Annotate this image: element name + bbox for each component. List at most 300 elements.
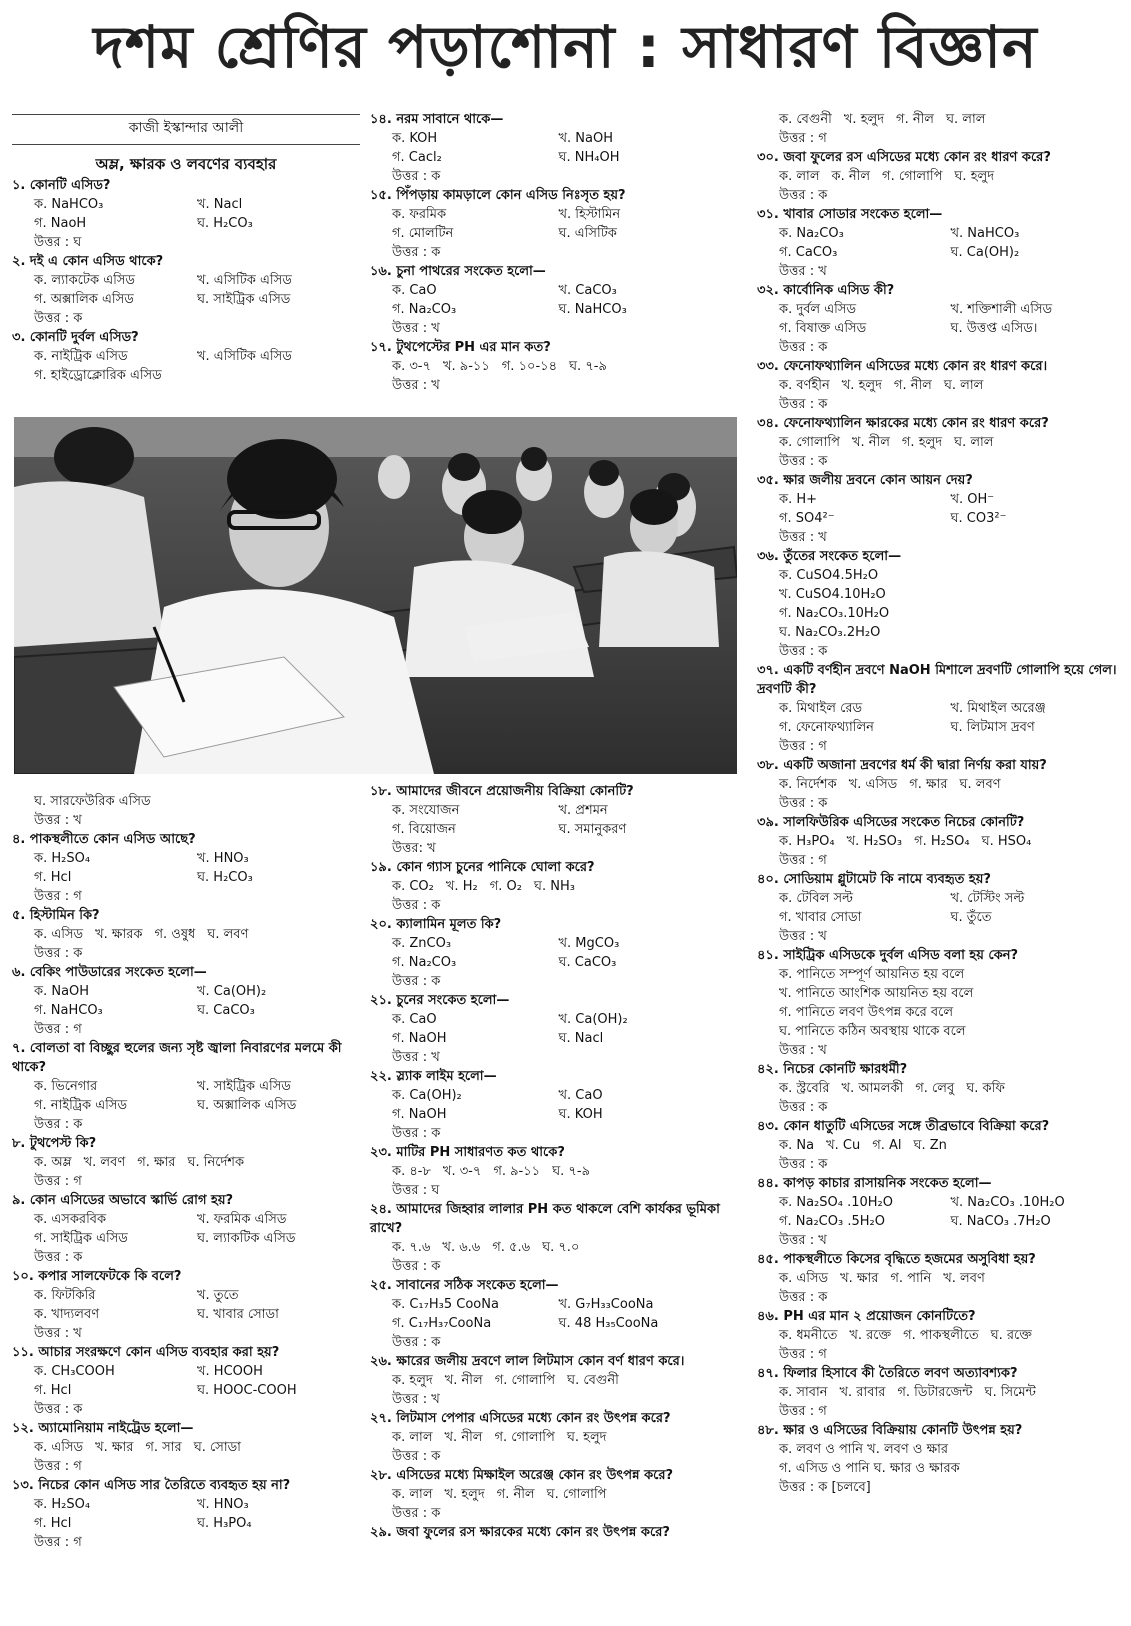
option: গ. খাবার সোডা [779, 910, 862, 925]
option: খ. এসিটিক এসিড [197, 349, 292, 364]
option: গ. Na₂CO₃ [392, 302, 457, 317]
question-text: ১৩. নিচের কোন এসিড সার তৈরিতে ব্যবহৃত হয় না? [12, 1478, 291, 1493]
option: গ. হাইড্রোক্লোরিক এসিড [34, 368, 162, 383]
answer: উত্তর : খ [34, 1326, 82, 1341]
question-text: ৮. টুথপেস্ট কি? [12, 1136, 97, 1151]
option: গ. Na₂CO₃ [392, 955, 457, 970]
question-item [370, 110, 725, 186]
option: ক. ফিটকিরি [34, 1288, 96, 1303]
option: ক. বর্ণহীন [779, 378, 830, 393]
option: ঘ. উত্তপ্ত এসিড। [950, 321, 1038, 336]
option: ঘ. ল্যাকটিক এসিড [197, 1231, 296, 1246]
option: গ. পানি [890, 1271, 932, 1286]
options-row [370, 1371, 725, 1390]
answer: উত্তর : ক [392, 974, 441, 989]
option: ঘ. ৭.০ [542, 1240, 580, 1255]
options-row [757, 167, 1122, 186]
answer: উত্তর : খ [392, 1050, 440, 1065]
option: ক. অম্ল [34, 1155, 72, 1170]
option: খ. হলুদ [841, 378, 882, 393]
answer: উত্তর : ক [779, 188, 828, 203]
options-grid [757, 300, 1122, 338]
option: ক. এসিড [34, 927, 84, 942]
option: ক. ফরমিক [392, 207, 447, 222]
answer: উত্তর : ক [34, 946, 83, 961]
options-row [757, 433, 1122, 452]
question-item [370, 338, 725, 395]
column-3 [757, 110, 1122, 1497]
option: গ. Cacl₂ [392, 150, 442, 165]
question-item [12, 1419, 360, 1476]
option: ঘ. পানিতে কঠিন অবস্থায় থাকে বলে [779, 1024, 966, 1039]
option: খ. পানিতে আংশিক আয়নিত হয় বলে [779, 986, 974, 1001]
options-row [757, 832, 1122, 851]
option: ঘ. Ca(OH)₂ [950, 245, 1020, 260]
option: গ. ৫.৬ [492, 1240, 531, 1255]
options-grid [757, 699, 1122, 737]
option: ক. H₃PO₄ [779, 834, 835, 849]
question-text: ১১. আচার সংরক্ষণে কোন এসিড ব্যবহার করা হয়? [12, 1345, 280, 1360]
option: গ. NaOH [392, 1107, 447, 1122]
question-item [370, 262, 725, 338]
options-grid [370, 801, 725, 839]
option: খ. নীল [444, 1373, 483, 1388]
answer: উত্তর : গ [34, 1535, 82, 1550]
question-item [12, 1134, 360, 1191]
option: গ. ফেনোফথ্যালিন [779, 720, 874, 735]
option: ঘ. CaCO₃ [558, 955, 617, 970]
option: গ. সার [145, 1440, 182, 1455]
options-grid [757, 490, 1122, 528]
question-item [757, 661, 1122, 756]
option: ক. NaOH [34, 984, 90, 999]
option: গ. Hcl [34, 870, 72, 885]
options-grid [370, 1295, 725, 1333]
question-item [757, 1307, 1122, 1364]
option: ক. ধমনীতে [779, 1328, 838, 1343]
option: খ. লবণ [83, 1155, 126, 1170]
option: ক. লাল [779, 169, 820, 184]
question-text: ৩. কোনটি দুর্বল এসিড? [12, 330, 139, 345]
option: ঘ. ৭-৯ [552, 1164, 590, 1179]
option: খ. রক্তে [849, 1328, 892, 1343]
option: গ. বিষাক্ত এসিড [779, 321, 867, 336]
question-item [12, 1476, 360, 1552]
answer: উত্তর : ক [779, 796, 828, 811]
option: ক. CO₂ [392, 879, 434, 894]
question-item [370, 1352, 725, 1409]
option: ক. পানিতে সম্পূর্ণ আয়নিত হয় বলে [779, 967, 965, 982]
question-item [12, 1267, 360, 1343]
option: ক. ভিনেগার [34, 1079, 98, 1094]
question-text: ১০. কপার সালফেটকে কি বলে? [12, 1269, 182, 1284]
option: খ. আমলকী [841, 1081, 904, 1096]
option: ঘ. এসিটিক [558, 226, 617, 241]
question-text: ৭. বোলতা বা বিচ্ছুর হুলের জন্য সৃষ্ট জ্বালা নিবারণের মলমে কী থাকে? [12, 1041, 342, 1075]
options-grid [370, 129, 725, 167]
option: খ. CaCO₃ [558, 283, 617, 298]
question-item [370, 1466, 725, 1523]
option: খ. ৯-১১ [442, 359, 490, 374]
question-item [757, 205, 1122, 281]
option: গ. NaHCO₃ [34, 1003, 103, 1018]
answer: উত্তর : ক [779, 644, 828, 659]
option: ক. লাল [392, 1487, 433, 1502]
option: ঘ. NH₃ [533, 879, 575, 894]
question-item [12, 963, 360, 1039]
answer: উত্তর : ক [779, 454, 828, 469]
options-grid [370, 1010, 725, 1048]
option: গ. SO4²⁻ [779, 511, 835, 526]
option: গ. গোলাপি [882, 169, 943, 184]
option: ক. C₁₇H₃5 CooNa [392, 1297, 499, 1312]
options-grid [12, 271, 360, 309]
question-item [370, 782, 725, 858]
option: গ. মোলটিন [392, 226, 454, 241]
question-item [12, 176, 360, 252]
options-grid [12, 1210, 360, 1248]
question-text: ৪০. সোডিয়াম গ্লুটামেট কি নামে ব্যবহৃত হয়? [757, 872, 991, 887]
question-item [370, 858, 725, 915]
option: ঘ. রক্তে [990, 1328, 1032, 1343]
option: ঘ. বেগুনী [567, 1373, 619, 1388]
options-grid [12, 195, 360, 233]
option: গ. গোলাপি [494, 1430, 555, 1445]
options-row [757, 1269, 1122, 1288]
option: খ. CuSO4.10H₂O [779, 587, 886, 602]
options-row [370, 1485, 725, 1504]
question-item [757, 357, 1122, 414]
question-item [370, 186, 725, 262]
option: ক. ৩-৭ [392, 359, 431, 374]
option: ঘ. সিমেন্ট [984, 1385, 1036, 1400]
option: ক. ল্যাকটেক এসিড [34, 273, 135, 288]
option: ঘ. সোডা [193, 1440, 241, 1455]
options-row [12, 925, 360, 944]
option: ঘ. নির্দেশক [187, 1155, 245, 1170]
question-text: ৫. হিস্টামিন কি? [12, 908, 100, 923]
answer: উত্তর : ক [779, 397, 828, 412]
answer: উত্তর : ক [779, 1100, 828, 1115]
option: ক. টেবিল সল্ট [779, 891, 853, 906]
option: খ. NaOH [558, 131, 614, 146]
question-item [757, 1174, 1122, 1250]
options-row [370, 877, 725, 896]
answer: উত্তর : ক [779, 340, 828, 355]
option: খ. Nacl [197, 197, 243, 212]
option: খ. HCOOH [197, 1364, 263, 1379]
answer: উত্তর : খ [779, 1043, 827, 1058]
option: খ. লবণ [943, 1271, 985, 1286]
option: খ. সাইট্রিক এসিড [197, 1079, 291, 1094]
question-text: ৩১. খাবার সোডার সংকেত হলো— [757, 207, 943, 222]
option: খ. H₂SO₃ [846, 834, 903, 849]
answer: উত্তর : ক [34, 1117, 83, 1132]
option: গ. ওষুধ [154, 927, 196, 942]
options-row [370, 357, 725, 376]
answer: উত্তর : ক [392, 898, 441, 913]
option: খ. HNO₃ [197, 851, 249, 866]
question-text: ৩৬. তুঁতের সংকেত হলো— [757, 549, 902, 564]
option: ক. CH₃COOH [34, 1364, 115, 1379]
question-text: ৩৮. একটি অজানা দ্রবণের ধর্ম কী দ্বারা নির্ণয় করা যায়? [757, 758, 1047, 773]
option: খ. শক্তিশালী এসিড [950, 302, 1053, 317]
option: খ. নীল [444, 1430, 483, 1445]
options-grid [757, 1193, 1122, 1231]
answer: উত্তর : খ [779, 264, 827, 279]
question-item [370, 991, 725, 1067]
option: গ. O₂ [489, 879, 522, 894]
answer: উত্তর : ক [392, 1449, 441, 1464]
students-exam-photo [14, 417, 737, 774]
question-text: ১৬. চুনা পাথরের সংকেত হলো— [370, 264, 546, 279]
option: খ. H₂ [445, 879, 478, 894]
answer: উত্তর : গ [779, 853, 827, 868]
option: গ. ৯-১১ [493, 1164, 541, 1179]
option: ক. এসকরবিক [34, 1212, 107, 1227]
author-byline: কাজী ইস্কান্দার আলী [128, 120, 244, 136]
option: ঘ. তুঁতে [950, 910, 992, 925]
question-text: ৪২. নিচের কোনটি ক্ষারধর্মী? [757, 1062, 908, 1077]
option: খ. ফরমিক এসিড [197, 1212, 287, 1227]
answer: উত্তর : ক [392, 1126, 441, 1141]
question-text: ২১. চুনের সংকেত হলো— [370, 993, 510, 1008]
option: ঘ. Zn [913, 1138, 947, 1153]
column-1-top [12, 114, 360, 385]
option: ঘ. গোলাপি [546, 1487, 607, 1502]
option: ঘ. NH₄OH [558, 150, 620, 165]
question-text: ৩৫. ক্ষার জলীয় দ্রবনে কোন আয়ন দেয়? [757, 473, 973, 488]
option: গ. Hcl [34, 1383, 72, 1398]
options-grid [12, 1362, 360, 1400]
options-row [370, 1428, 725, 1447]
question-text: ৩২. কার্বোনিক এসিড কী? [757, 283, 895, 298]
option: ক. Na₂SO₄ .10H₂O [779, 1195, 893, 1210]
option: খ. রাবার [839, 1385, 886, 1400]
option: গ. C₁₇H₃₇CooNa [392, 1316, 492, 1331]
answer: উত্তর : গ [34, 1174, 82, 1189]
option: ক. লবণ ও পানি খ. লবণ ও ক্ষার [779, 1442, 949, 1457]
option: খ. G₇H₃₃CooNa [558, 1297, 654, 1312]
column-2-top [370, 110, 725, 395]
answer: উত্তর : খ [392, 378, 440, 393]
option: ঘ. হলুদ [954, 169, 995, 184]
option: খ. টেস্টিং সল্ট [950, 891, 1025, 906]
option: গ. এসিড ও পানি ঘ. ক্ষার ও ক্ষারক [779, 1461, 960, 1476]
question-item [757, 414, 1122, 471]
option: খ. তুতে [197, 1288, 239, 1303]
option: গ. পাকস্থলীতে [903, 1328, 979, 1343]
options-row [12, 1153, 360, 1172]
question-text: ৯. কোন এসিডের অভাবে স্কার্ভি রোগ হয়? [12, 1193, 234, 1208]
option: গ. ক্ষার [909, 777, 948, 792]
options-grid [370, 205, 725, 243]
option: ঘ. লাল [946, 112, 986, 127]
option: ঘ. H₃PO₄ [197, 1516, 252, 1531]
question-item [757, 110, 1122, 148]
option: ঘ. লাল [943, 378, 984, 393]
option: ক. NaHCO₃ [34, 197, 104, 212]
option: খ. হলুদ [843, 112, 885, 127]
option: ঘ. CO3²⁻ [950, 511, 1007, 526]
option: গ. Na₂CO₃.10H₂O [779, 606, 890, 621]
option: ঘ. অক্সালিক এসিড [197, 1098, 297, 1113]
option: ঘ. লবণ [207, 927, 249, 942]
option: খ. CaO [558, 1088, 603, 1103]
option: খ. Na₂CO₃ .10H₂O [950, 1195, 1065, 1210]
question-item [12, 906, 360, 963]
option: ঘ. সাইট্রিক এসিড [197, 292, 291, 307]
option: খ. ৬.৬ [442, 1240, 481, 1255]
option: ক. সংযোজন [392, 803, 460, 818]
option: ক. খাদ্যলবণ [34, 1307, 100, 1322]
question-item [757, 870, 1122, 946]
option: গ. ১০-১৪ [501, 359, 558, 374]
question-item [370, 1276, 725, 1352]
option: ঘ. ৭-৯ [569, 359, 607, 374]
answer: উত্তর : ক [779, 1290, 828, 1305]
option: ঘ. কফি [966, 1081, 1005, 1096]
options-grid [12, 1077, 360, 1115]
option: ক. নাইট্রিক এসিড [34, 349, 128, 364]
option: গ. নাইট্রিক এসিড [34, 1098, 128, 1113]
options-row [370, 1238, 725, 1257]
options-grid [12, 849, 360, 887]
column-1-bottom [12, 792, 360, 1552]
options-grid [370, 281, 725, 319]
column-2-bottom [370, 782, 725, 1542]
option: ঘ. 48 H₃₅CooNa [558, 1316, 659, 1331]
option: ঘ. H₂CO₃ [197, 870, 253, 885]
option: ক. গোলাপি [779, 435, 840, 450]
option: খ. ক্ষারক [95, 927, 143, 942]
question-text: ৪৫. পাকস্থলীতে কিসের বৃদ্ধিতে হজমের অসুবিধা হয়? [757, 1252, 1036, 1267]
option: ঘ. NaCO₃ .7H₂O [950, 1214, 1051, 1229]
options-grid [757, 889, 1122, 927]
option: খ. Ca(OH)₂ [197, 984, 267, 999]
option: খ. নীল [851, 435, 890, 450]
question-item [757, 813, 1122, 870]
option: ক. Ca(OH)₂ [392, 1088, 462, 1103]
options-row [370, 1162, 725, 1181]
question-text: ২৩. মাটির PH সাধারণত কত থাকে? [370, 1145, 565, 1160]
answer: উত্তর : গ [34, 889, 82, 904]
option: ক. H+ [779, 492, 818, 507]
answer: উত্তর : ক [392, 1335, 441, 1350]
answer: উত্তর : ক [392, 169, 441, 184]
question-item [12, 252, 360, 328]
question-item [757, 756, 1122, 813]
option: ঘ. Nacl [558, 1031, 604, 1046]
option: ঘ. HSO₄ [981, 834, 1032, 849]
option: ক. KOH [392, 131, 438, 146]
options-grid [12, 1286, 360, 1324]
question-item [12, 328, 360, 385]
question-item [12, 1039, 360, 1134]
answer: উত্তর : ক [34, 1402, 83, 1417]
question-item [370, 1409, 725, 1466]
option: খ. ক্ষার [840, 1271, 879, 1286]
option: ক. বেগুনী [779, 112, 832, 127]
option: ক. সাবান [779, 1385, 828, 1400]
options-row [12, 1438, 360, 1457]
question-item [12, 792, 360, 830]
option: ক. CaO [392, 1012, 437, 1027]
option: ক. Na₂CO₃ [779, 226, 844, 241]
question-text: ৩৩. ফেনোফথ্যালিন এসিডের মধ্যে কোন রং ধারণ করে। [757, 359, 1048, 374]
question-text: ৬. বেকিং পাউডারের সংকেত হলো— [12, 965, 207, 980]
option: গ. CaCO₃ [779, 245, 838, 260]
page-title: দশম শ্রেণির পড়াশোনা : সাধারণ বিজ্ঞান [93, 12, 1038, 81]
option: গ. NaOH [392, 1031, 447, 1046]
section-heading: অম্ল, ক্ষারক ও লবণের ব্যবহার [95, 155, 277, 173]
option: ঘ. লাল [954, 435, 994, 450]
options-grid [757, 224, 1122, 262]
option: খ. HNO₃ [197, 1497, 249, 1512]
option: ক. ৭.৬ [392, 1240, 431, 1255]
option: গ. ক্ষার [137, 1155, 176, 1170]
answer: উত্তর : ঘ [34, 235, 82, 250]
answer: উত্তর : ক [392, 245, 441, 260]
question-text: ২৮. এসিডের মধ্যে মিক্ষাইল অরেঞ্জ কোন রং উৎপন্ন করে? [370, 1468, 674, 1483]
option: ক. CuSO4.5H₂O [779, 568, 879, 583]
option: গ. Al [872, 1138, 902, 1153]
answer: উত্তর : ক [392, 1259, 441, 1274]
option: গ. হলুদ [901, 435, 943, 450]
option: গ. ডিটারজেন্ট [897, 1385, 973, 1400]
question-text: ৩৯. সালফিউরিক এসিডের সংকেত নিচের কোনটি? [757, 815, 1025, 830]
option: খ. Ca(OH)₂ [558, 1012, 628, 1027]
answer: উত্তর : ক [392, 1506, 441, 1521]
option: ক. দুর্বল এসিড [779, 302, 857, 317]
question-text: ১৮. আমাদের জীবনে প্রয়োজনীয় বিক্রিয়া কোনটি? [370, 784, 634, 799]
option: গ. সাইট্রিক এসিড [34, 1231, 128, 1246]
options-row [757, 1136, 1122, 1155]
option: ক. Na [779, 1138, 815, 1153]
answer: উত্তর : ক [779, 1157, 828, 1172]
answer: উত্তর : খ [392, 321, 440, 336]
options-grid [12, 347, 360, 385]
question-item [757, 148, 1122, 205]
option: খ. ৩-৭ [442, 1164, 482, 1179]
question-text: ১৯. কোন গ্যাস চুনের পানিকে ঘোলা করে? [370, 860, 595, 875]
answer: উত্তর : গ [34, 1459, 82, 1474]
question-text: ২৫. সাবানের সঠিক সংকেত হলো— [370, 1278, 559, 1293]
options-row [757, 775, 1122, 794]
question-item [12, 1191, 360, 1267]
option: ঘ. লিটমাস দ্রবণ [950, 720, 1035, 735]
option: গ. নীল [496, 1487, 535, 1502]
option: খ. হলুদ [444, 1487, 485, 1502]
question-text: ১৪. নরম সাবানে থাকে— [370, 112, 504, 127]
option: খ. প্রশমন [558, 803, 608, 818]
question-text: ২৯. জবা ফুলের রস ক্ষারকের মধ্যে কোন রং উৎপন্ন করে? [370, 1525, 670, 1540]
answer: উত্তর : গ [779, 1347, 827, 1362]
question-item [757, 1117, 1122, 1174]
question-text: ১৫. পিঁপড়ায় কামড়ালে কোন এসিড নিঃসৃত হয়? [370, 188, 626, 203]
options-row [757, 1079, 1122, 1098]
answer: উত্তর : খ [779, 929, 827, 944]
options-grid [370, 1086, 725, 1124]
divider [12, 144, 360, 145]
question-text: ৩৭. একটি বর্ণহীন দ্রবণে NaOH মিশালে দ্রবণটি গোলাপি হয়ে গেল। দ্রবণটি কী? [757, 663, 1117, 697]
option: ঘ. হলুদ [566, 1430, 607, 1445]
option: ক. নির্দেশক [779, 777, 837, 792]
answer: উত্তর : খ [34, 813, 82, 828]
answer: উত্তর: খ [392, 841, 436, 856]
question-item [12, 830, 360, 906]
question-text: ২৭. লিটমাস পেপার এসিডের মধ্যে কোন রং উৎপন্ন করে? [370, 1411, 671, 1426]
